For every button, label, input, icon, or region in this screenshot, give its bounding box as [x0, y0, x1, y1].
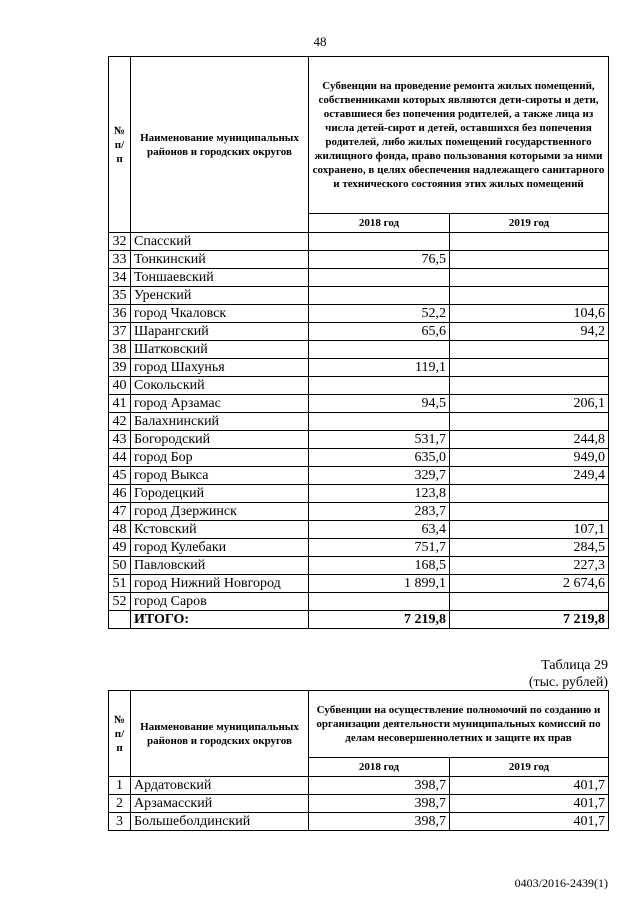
value-2019	[450, 485, 609, 503]
value-2018	[309, 269, 450, 287]
district-name: город Кулебаки	[131, 539, 309, 557]
table-row	[109, 305, 609, 323]
value-2018	[309, 593, 450, 611]
district-name: Богородский	[131, 431, 309, 449]
total-2019: 7 219,8	[450, 611, 609, 629]
value-2019: 949,0	[450, 449, 609, 467]
table-row	[109, 467, 609, 485]
value-2019: 94,2	[450, 323, 609, 341]
table-row	[109, 503, 609, 521]
header-name: Наименование муниципальных районов и городских округов	[131, 57, 309, 233]
value-2019: 104,6	[450, 305, 609, 323]
value-2018: 65,6	[309, 323, 450, 341]
district-name: Городецкий	[131, 485, 309, 503]
row-number: 35	[109, 287, 131, 305]
district-name: Уренский	[131, 287, 309, 305]
value-2019	[450, 251, 609, 269]
district-name: город Бор	[131, 449, 309, 467]
value-2019: 401,7	[450, 795, 609, 813]
value-2018	[309, 233, 450, 251]
table-row	[109, 323, 609, 341]
total-row	[109, 611, 609, 629]
district-name: Павловский	[131, 557, 309, 575]
district-name: Тонкинский	[131, 251, 309, 269]
table-row	[109, 395, 609, 413]
document-code: 0403/2016-2439(1)	[514, 876, 608, 890]
header-2019: 2019 год	[450, 214, 609, 233]
value-2019: 227,3	[450, 557, 609, 575]
value-2018: 94,5	[309, 395, 450, 413]
row-number: 36	[109, 305, 131, 323]
table-row	[109, 813, 609, 831]
header-num: № п/п	[109, 57, 131, 233]
value-2018: 63,4	[309, 521, 450, 539]
table-row	[109, 557, 609, 575]
table-row	[109, 251, 609, 269]
value-2018: 398,7	[309, 813, 450, 831]
row-number: 43	[109, 431, 131, 449]
header-name: Наименование муниципальных районов и городских округов	[131, 691, 309, 777]
subsidy-table-commissions	[108, 690, 609, 831]
value-2018	[309, 413, 450, 431]
header-subsidy: Субвенции на проведение ремонта жилых помещений, собственниками которых являются дети-сироты и дети, оставшиеся без попечения родителей, а также лица из числа детей-сирот и детей, оставшихся без попечения родителей, либо жилых помещений государственного жилищного фонда, право пользования которыми за ними сохранено, в целях обеспечения надлежащего санитарного и технического состояния этих жилых помещений	[309, 57, 609, 214]
value-2018: 119,1	[309, 359, 450, 377]
district-name: город Дзержинск	[131, 503, 309, 521]
value-2019: 284,5	[450, 539, 609, 557]
header-subsidy: Субвенции на осуществление полномочий по созданию и организации деятельности муниципальных комиссий по делам несовершеннолетних и защите их прав	[309, 691, 609, 758]
value-2018: 283,7	[309, 503, 450, 521]
table-body	[109, 233, 609, 611]
value-2018: 329,7	[309, 467, 450, 485]
value-2018: 52,2	[309, 305, 450, 323]
row-number: 38	[109, 341, 131, 359]
value-2019	[450, 269, 609, 287]
value-2018	[309, 341, 450, 359]
row-number: 33	[109, 251, 131, 269]
table-header-row	[109, 691, 609, 758]
district-name: Тоншаевский	[131, 269, 309, 287]
table-row	[109, 449, 609, 467]
row-number: 52	[109, 593, 131, 611]
table-row	[109, 593, 609, 611]
table-row	[109, 269, 609, 287]
value-2018	[309, 287, 450, 305]
total-num-cell	[109, 611, 131, 629]
table-row	[109, 521, 609, 539]
value-2019: 206,1	[450, 395, 609, 413]
district-name: Шатковский	[131, 341, 309, 359]
value-2019	[450, 341, 609, 359]
value-2018: 168,5	[309, 557, 450, 575]
total-2018: 7 219,8	[309, 611, 450, 629]
header-2018: 2018 год	[309, 214, 450, 233]
page-number: 48	[313, 34, 327, 49]
header-2018: 2018 год	[309, 758, 450, 777]
value-2019: 249,4	[450, 467, 609, 485]
table-row	[109, 777, 609, 795]
table-row	[109, 233, 609, 251]
table-row	[109, 795, 609, 813]
table-row	[109, 431, 609, 449]
row-number: 42	[109, 413, 131, 431]
district-name: Балахнинский	[131, 413, 309, 431]
row-number: 41	[109, 395, 131, 413]
value-2018: 1 899,1	[309, 575, 450, 593]
row-number: 34	[109, 269, 131, 287]
row-number: 44	[109, 449, 131, 467]
row-number: 45	[109, 467, 131, 485]
table-units: (тыс. рублей)	[528, 675, 608, 690]
value-2019: 244,8	[450, 431, 609, 449]
value-2018: 398,7	[309, 777, 450, 795]
value-2019	[450, 413, 609, 431]
row-number: 51	[109, 575, 131, 593]
district-name: Арзамасский	[131, 795, 309, 813]
row-number: 2	[109, 795, 131, 813]
value-2018: 751,7	[309, 539, 450, 557]
district-name: город Арзамас	[131, 395, 309, 413]
district-name: Сокольский	[131, 377, 309, 395]
row-number: 50	[109, 557, 131, 575]
value-2019	[450, 233, 609, 251]
value-2019: 401,7	[450, 813, 609, 831]
table-row	[109, 359, 609, 377]
row-number: 3	[109, 813, 131, 831]
table-row	[109, 341, 609, 359]
value-2019: 401,7	[450, 777, 609, 795]
row-number: 47	[109, 503, 131, 521]
district-name: Кстовский	[131, 521, 309, 539]
district-name: город Саров	[131, 593, 309, 611]
table-row	[109, 485, 609, 503]
row-number: 37	[109, 323, 131, 341]
row-number: 40	[109, 377, 131, 395]
table-body	[109, 777, 609, 831]
district-name: город Выкса	[131, 467, 309, 485]
table-caption: Таблица 29	[541, 658, 608, 673]
value-2019: 107,1	[450, 521, 609, 539]
table-row	[109, 377, 609, 395]
value-2018: 531,7	[309, 431, 450, 449]
row-number: 46	[109, 485, 131, 503]
row-number: 48	[109, 521, 131, 539]
value-2019	[450, 287, 609, 305]
total-label: ИТОГО:	[131, 611, 309, 629]
header-2019: 2019 год	[450, 758, 609, 777]
district-name: Большеболдинский	[131, 813, 309, 831]
subsidy-table-repair	[108, 56, 609, 629]
row-number: 49	[109, 539, 131, 557]
value-2019	[450, 377, 609, 395]
value-2018	[309, 377, 450, 395]
value-2019	[450, 503, 609, 521]
district-name: город Нижний Новгород	[131, 575, 309, 593]
table-row	[109, 287, 609, 305]
table-header-row	[109, 57, 609, 214]
row-number: 1	[109, 777, 131, 795]
district-name: город Шахунья	[131, 359, 309, 377]
value-2018: 123,8	[309, 485, 450, 503]
row-number: 32	[109, 233, 131, 251]
table-row	[109, 539, 609, 557]
value-2019: 2 674,6	[450, 575, 609, 593]
district-name: Шарангский	[131, 323, 309, 341]
row-number: 39	[109, 359, 131, 377]
value-2018: 398,7	[309, 795, 450, 813]
header-num: № п/п	[109, 691, 131, 777]
district-name: Ардатовский	[131, 777, 309, 795]
value-2019	[450, 359, 609, 377]
value-2019	[450, 593, 609, 611]
district-name: Спасский	[131, 233, 309, 251]
value-2018: 76,5	[309, 251, 450, 269]
district-name: город Чкаловск	[131, 305, 309, 323]
value-2018: 635,0	[309, 449, 450, 467]
table-row	[109, 413, 609, 431]
table-row	[109, 575, 609, 593]
